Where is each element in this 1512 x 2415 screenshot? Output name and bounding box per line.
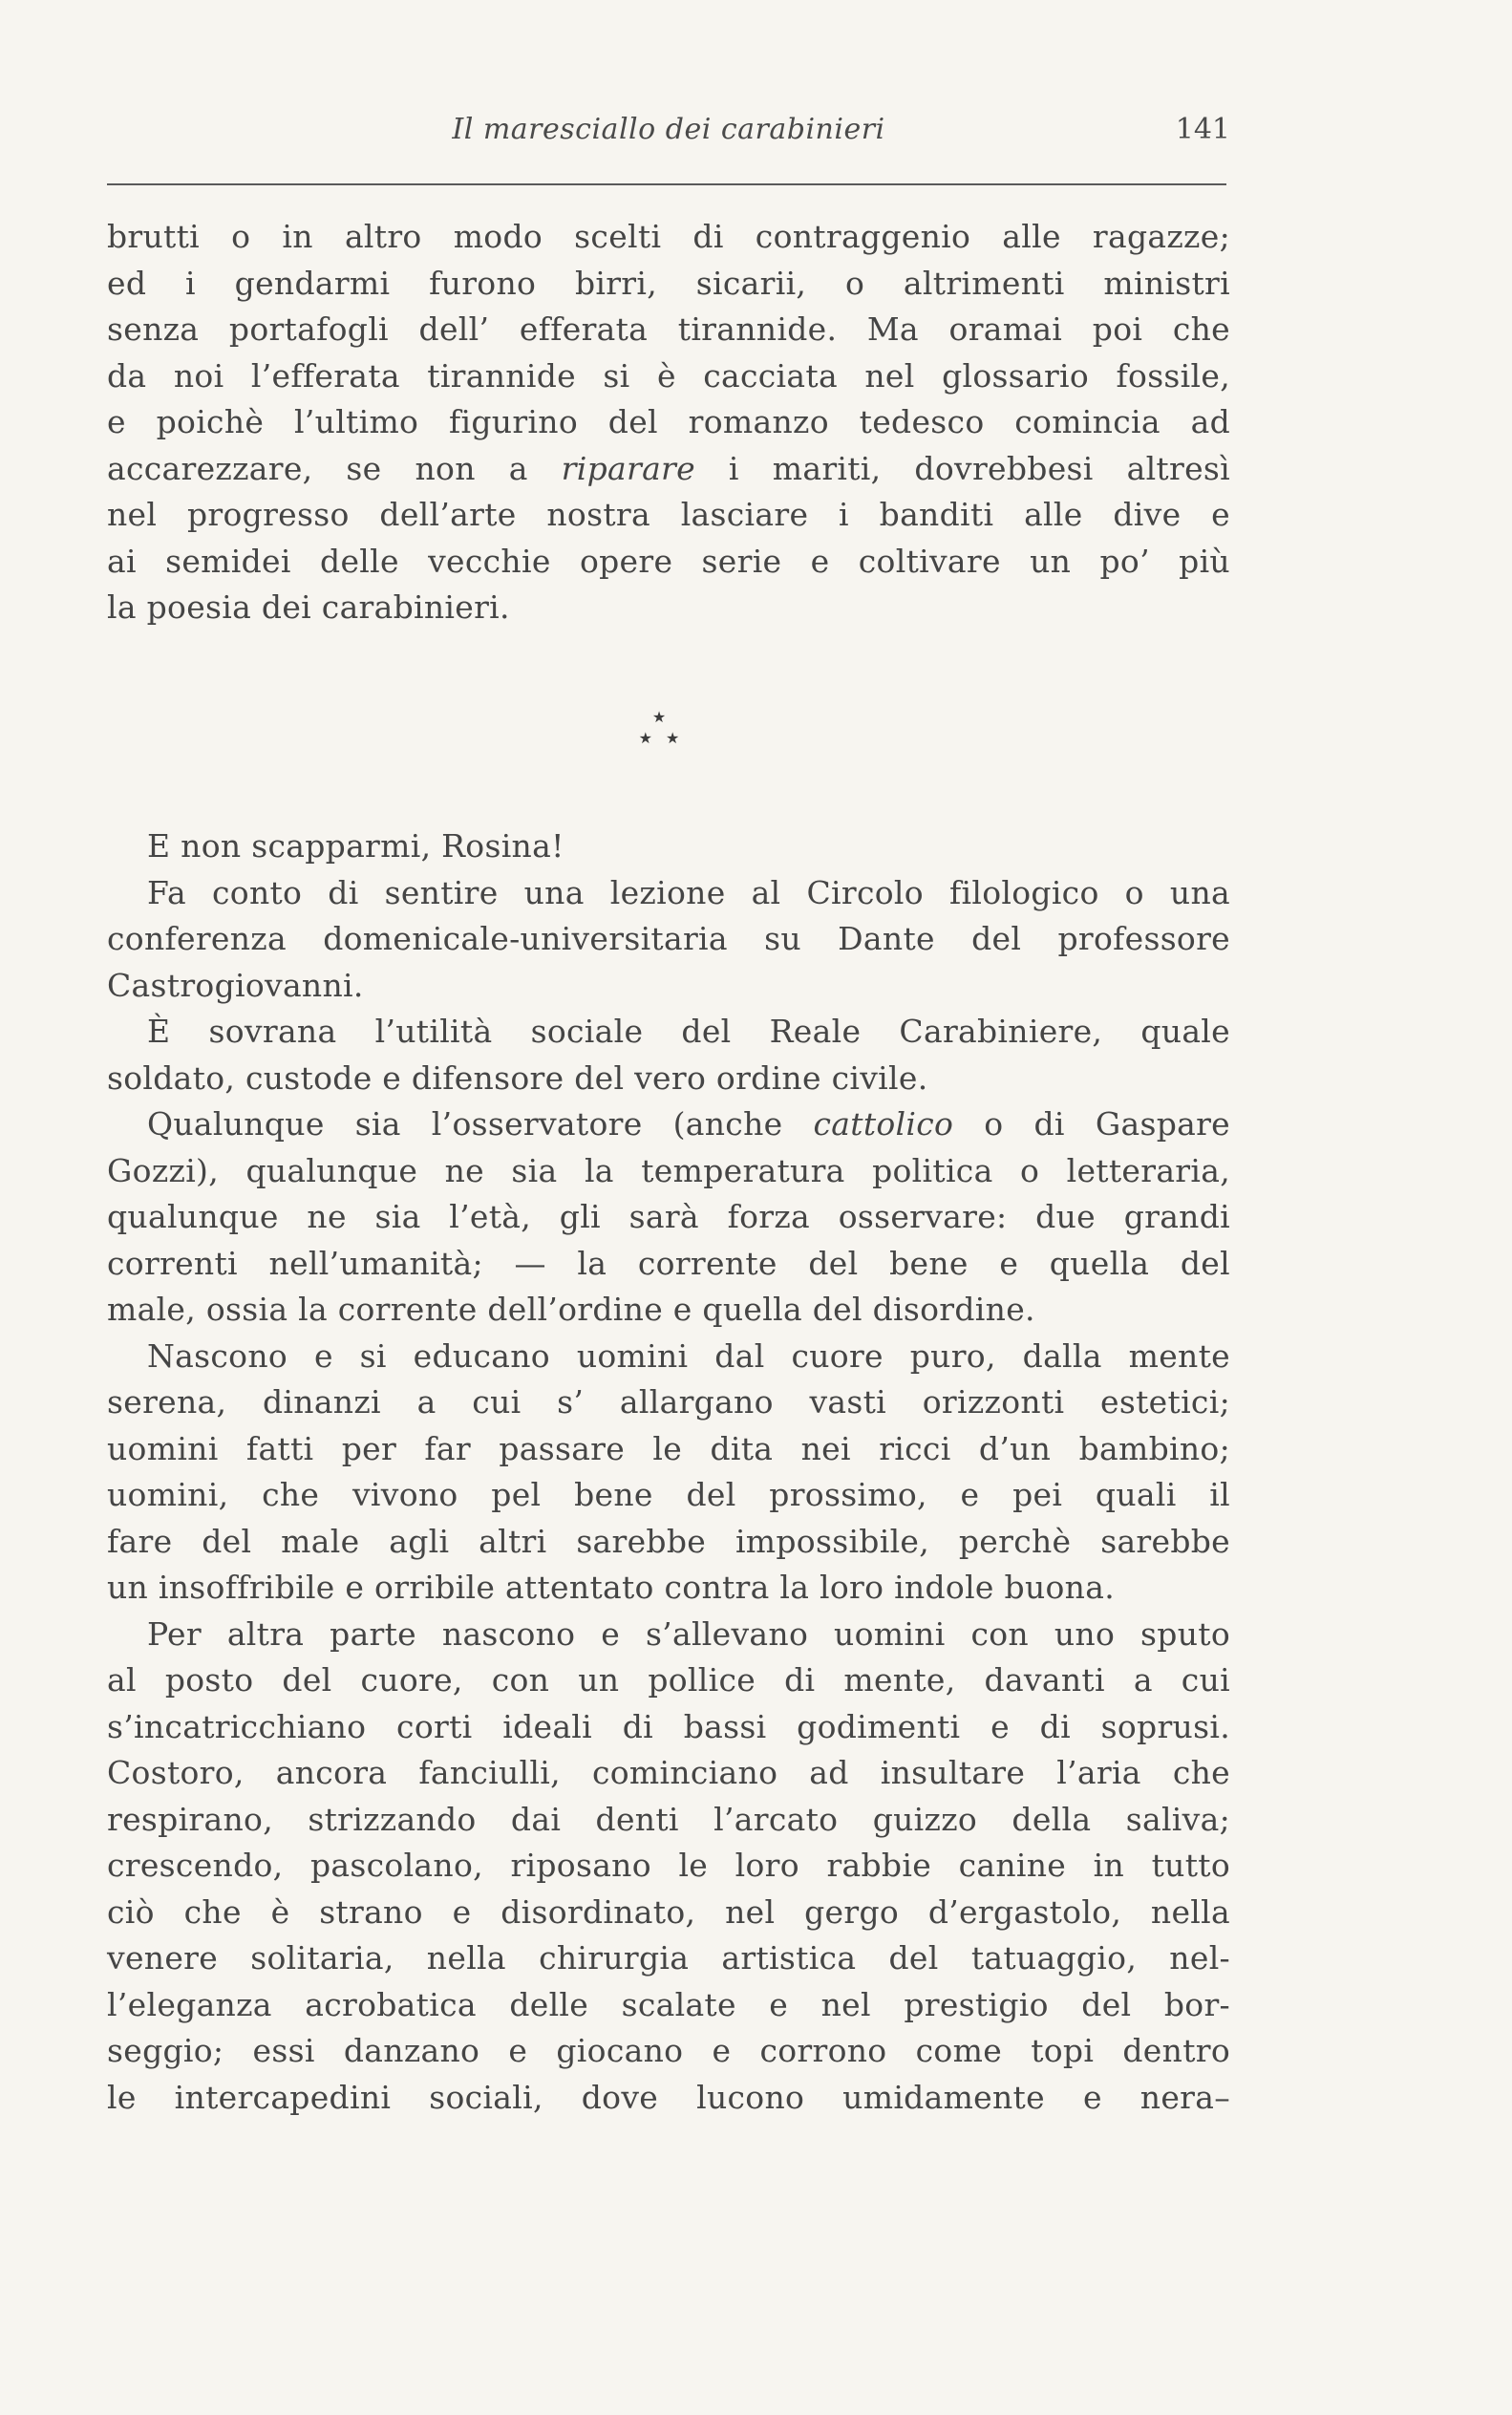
text-line: venere solitaria, nella chirurgia artistica del tatuaggio, nel- <box>107 1939 1230 1977</box>
text-line: Costoro, ancora fanciulli, cominciano ad insultare l’aria che <box>107 1754 1230 1791</box>
text-line: male, ossia la corrente dell’ordine e quella del disordine. <box>107 1291 1035 1328</box>
text-line: Per altra parte nascono e s’allevano uomini con uno sputo <box>147 1614 1230 1653</box>
text-line: un insoffribile e orribile attentato contra la loro indole buona. <box>107 1569 1116 1606</box>
paragraph-continued <box>107 214 1230 631</box>
text-line: da noi l’efferata tirannide si è cacciata nel glossario fossile, <box>107 356 1230 395</box>
section-asterism <box>611 707 707 760</box>
text-line: la poesia dei carabinieri. <box>107 588 510 626</box>
text-line <box>107 1101 1230 1148</box>
text-line: ciò che è strano e disordinato, nel gergo d’ergastolo, nella <box>107 1892 1230 1931</box>
text-line: e poichè l’ultimo figurino del romanzo tedesco comincia ad <box>107 403 1230 440</box>
text-line: crescendo, pascolano, riposano le loro rabbie canine in tutto <box>107 1847 1230 1884</box>
text-run: Qualunque sia l’osservatore (anche <box>147 1105 814 1143</box>
asterism-bottom-stars: ★★ <box>638 729 693 747</box>
text-line: fare del male agli altri sarebbe impossibile, perchè sarebbe <box>107 1522 1230 1560</box>
text-line: Nascono e si educano uomini dal cuore puro, dalla mente <box>147 1336 1230 1375</box>
section-body <box>107 823 1230 2121</box>
running-header <box>107 113 1230 159</box>
text-line: respirano, strizzando dai denti l’arcato guizzo della saliva; <box>107 1800 1230 1838</box>
page-number: 141 <box>1175 113 1230 146</box>
text-line: nel progresso dell’arte nostra lasciare i banditi alle dive e <box>107 496 1230 533</box>
italic-run: cattolico <box>813 1105 954 1143</box>
text-line: s’incatricchiano corti ideali di bassi godimenti e di soprusi. <box>107 1707 1230 1745</box>
text-run: accarezzare, se non a <box>107 449 562 487</box>
asterism-top-star: ★ <box>651 708 667 726</box>
text-line <box>107 446 1230 493</box>
text-run: i mariti, dovrebbesi altresì <box>694 449 1230 487</box>
text-line: l’eleganza acrobatica delle scalate e nel prestigio del bor- <box>107 1985 1230 2023</box>
text-run: o di Gaspare <box>953 1105 1230 1143</box>
text-line: brutti o in altro modo scelti di contraggenio alle ragazze; <box>107 218 1230 255</box>
text-line: Castrogiovanni. <box>107 966 364 1004</box>
text-line: Fa conto di sentire una lezione al Circolo filologico o una <box>147 873 1230 911</box>
text-line: soldato, custode e difensore del vero ordine civile. <box>107 1058 928 1097</box>
header-rule <box>107 183 1226 185</box>
text-line: correnti nell’umanità; — la corrente del bene e quella del <box>107 1244 1230 1282</box>
text-line: ed i gendarmi furono birri, sicarii, o altrimenti ministri <box>107 264 1230 302</box>
text-line: le intercapedini sociali, dove lucono umidamente e nera– <box>107 2078 1230 2116</box>
text-line: ai semidei delle vecchie opere serie e coltivare un po’ più <box>107 542 1230 580</box>
text-line: E non scapparmi, Rosina! <box>147 827 564 865</box>
text-line: uomini, che vivono pel bene del prossimo, e pei quali il <box>107 1476 1230 1513</box>
text-line: serena, dinanzi a cui s’ allargano vasti orizzonti estetici; <box>107 1383 1230 1421</box>
running-title: Il maresciallo dei carabinieri <box>452 113 885 146</box>
text-line: al posto del cuore, con un pollice di mente, davanti a cui <box>107 1661 1230 1699</box>
text-line: Gozzi), qualunque ne sia la temperatura politica o letteraria, <box>107 1151 1230 1189</box>
text-line: conferenza domenicale-universitaria su Dante del professore <box>107 920 1230 957</box>
text-line: qualunque ne sia l’età, gli sarà forza osservare: due grandi <box>107 1198 1230 1235</box>
text-line: senza portafogli dell’ efferata tirannide. Ma oramai poi che <box>107 310 1230 348</box>
text-line: È sovrana l’utilità sociale del Reale Carabiniere, quale <box>147 1013 1230 1050</box>
italic-run: riparare <box>561 449 695 487</box>
text-line: seggio; essi danzano e giocano e corrono come topi dentro <box>107 2032 1230 2069</box>
text-line: uomini fatti per far passare le dita nei ricci d’un bambino; <box>107 1429 1230 1467</box>
